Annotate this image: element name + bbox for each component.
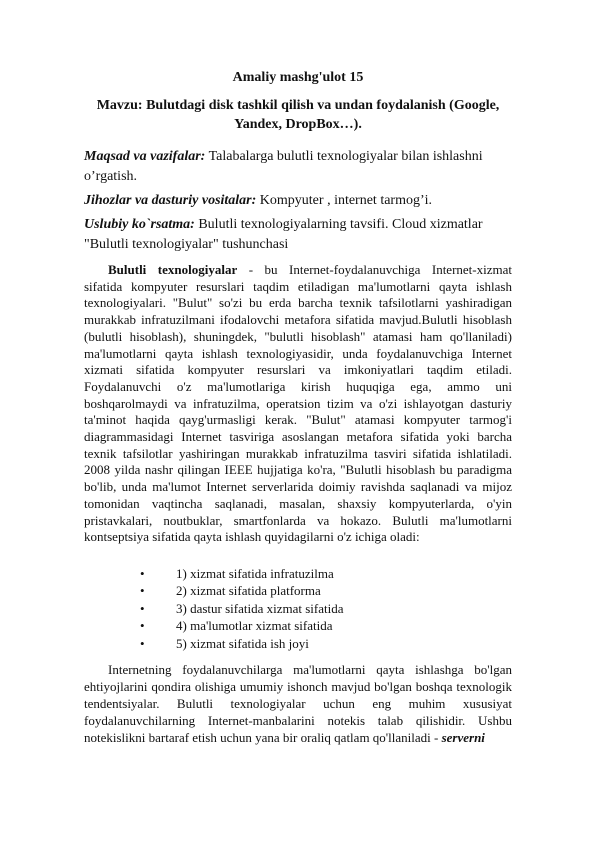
list-item: • 2) xizmat sifatida platforma	[140, 582, 344, 599]
method-label: Uslubiy ko`rsatma:	[84, 217, 195, 232]
topic-heading: Mavzu: Bulutdagi disk tashkil qilish va undan foydalanish (Google, Yandex, DropBox…).	[96, 98, 500, 132]
goal-text: Talabalarga bulutli texnologiyalar bilan ishlashni o’rgatish.	[84, 149, 483, 184]
method-text: Bulutli texnologiyalarning tavsifi. Cloud xizmatlar "Bulutli texnologiyalar" tushunchasi	[84, 217, 483, 252]
list-item: • 1) xizmat sifatida infratuzilma	[140, 565, 344, 582]
second-paragraph	[84, 661, 512, 746]
goal-label: Maqsad va vazifalar:	[84, 149, 206, 164]
equipment-field	[84, 191, 512, 211]
list-item: • 5) xizmat sifatida ish joyi	[140, 635, 344, 652]
equipment-label: Jihozlar va dasturiy vositalar:	[84, 193, 257, 208]
main-paragraph-text: - bu Internet-foydalanuvchiga Internet-xizmat sifatida kompyuter resurslari taqdim etiladigan ma'lumotlarni qayta ishlash texnologiyalari. "Bulut" so'zi bu erda barcha texnik tafsilotlarni yashiradigan murakkab infratuzilmani ifodalovchi metafora sifatida mavjud.Bulutli hisoblash (bulutli hisoblash), shuningdek, "bulutli hisoblash" atamasi ham qo'llaniladi) ma'lumotlarni qayta ishlash texnologiyasidir, unda foydalanuvchiga Internet xizmati sifatida kompyuter resurslari va imkoniyatlari taqdim etiladi. Foydalanuvchi o'z ma'lumotlariga kirish huquqiga ega, ammo uni boshqarolmaydi va infratuzilma, operatsion tizim va o'zi ishlayotgan dasturiy ta'minot haqida qayg'urmasligi kerak. "Bulut" atamasi kompyuter tarmog'i diagrammasidagi Internet tasviriga asoslangan metafora sifatida yoki barcha texnik tafsilotlar yashiringan murakkab infratuzilma tasviri sifatida ishlatiladi. 2008 yilda nashr qilingan IEEE hujjatiga ko'ra, "Bulutli hisoblash bu paradigma bo'lib, unda ma'lumot Internet serverlarida doimiy ravishda saqlanadi va mijoz tomonidan vaqtincha saqlanadi, masalan, shaxsiy kompyuterlarda, o'yin pristavkalari, noutbuklar, smartfonlarda va hokazo. Bulutli ma'lumotlarni kontseptsiya sifatida qayta ishlash quyidagilarni o'z ichiga oladi:	[84, 262, 512, 545]
goal-field	[84, 147, 512, 187]
main-paragraph	[84, 262, 512, 546]
page-title: Amaliy mashg'ulot 15	[232, 70, 364, 85]
list-item: • 3) dastur sifatida xizmat sifatida	[140, 600, 344, 617]
second-paragraph-end: serverni	[441, 730, 485, 745]
list-item: • 4) ma'lumotlar xizmat sifatida	[140, 617, 344, 634]
second-paragraph-text: Internetning foydalanuvchilarga ma'lumotlarni qayta ishlashga bo'lgan ehtiyojlarini qondira olishiga umumiy ishonch mavjud bo'lgan boshqa texnologik tendentsiyalar. Bulutli texnologiyalar uchun eng muhim xususiyat foydalanuvchilarning Internet-manbalarini notekis talab qilishidir. Ushbu notekislikni bartaraf etish uchun yana bir oraliq qatlam qo'llaniladi -	[84, 662, 512, 745]
main-paragraph-term: Bulutli texnologiyalar	[108, 262, 238, 277]
concept-list	[140, 565, 344, 652]
equipment-text: Kompyuter , internet tarmog’i.	[256, 193, 433, 208]
method-field	[84, 215, 512, 255]
